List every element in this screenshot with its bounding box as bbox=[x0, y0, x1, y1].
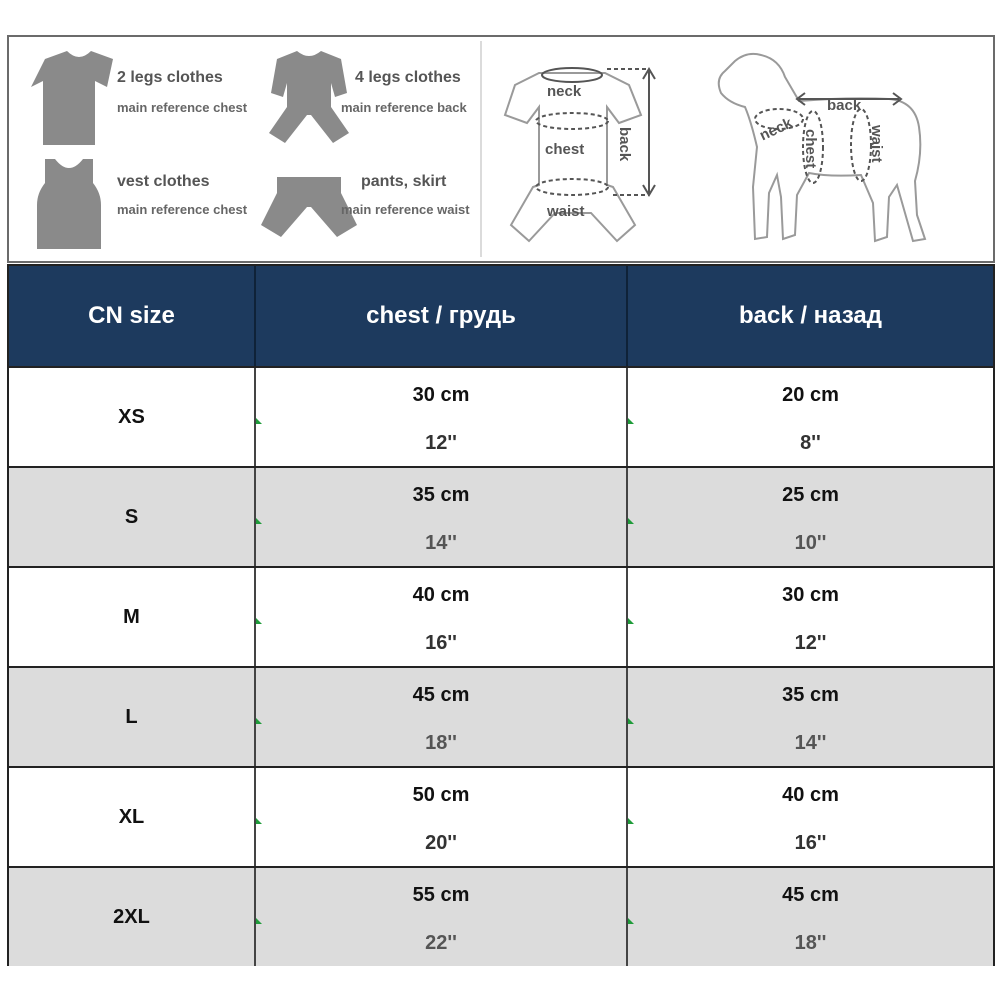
chest-inch: 20'' bbox=[425, 832, 457, 854]
back-cell bbox=[626, 768, 993, 866]
chest-inch: 22'' bbox=[425, 932, 457, 954]
chest-cell bbox=[254, 468, 626, 566]
table-row bbox=[9, 366, 993, 466]
size-cell bbox=[9, 868, 254, 966]
chest-cm: 55 cm bbox=[412, 884, 470, 906]
chest-inch: 14'' bbox=[425, 532, 457, 554]
chest-inch: 12'' bbox=[425, 432, 457, 454]
ref-sub-2-legs: main reference chest bbox=[117, 100, 248, 115]
back-inch: 14'' bbox=[794, 732, 827, 754]
chest-cell bbox=[254, 768, 626, 866]
chest-cm: 30 cm bbox=[412, 384, 470, 406]
back-inch: 10'' bbox=[794, 532, 827, 554]
back-cm: 35 cm bbox=[782, 684, 839, 706]
table-row bbox=[9, 566, 993, 666]
size-cell bbox=[9, 668, 254, 766]
four-legs-clothes-icon bbox=[269, 51, 349, 143]
back-cell bbox=[626, 668, 993, 766]
size-label: M bbox=[123, 605, 140, 628]
cell-marker-icon bbox=[628, 818, 634, 824]
back-cm: 40 cm bbox=[782, 784, 839, 806]
ref-title-pants: pants, skirt bbox=[361, 173, 447, 190]
chest-inch: 16'' bbox=[425, 632, 457, 654]
header-back: back / назад bbox=[626, 266, 993, 366]
back-cell bbox=[626, 368, 993, 466]
back-cm: 20 cm bbox=[782, 384, 839, 406]
back-cell bbox=[626, 868, 993, 966]
chest-cell bbox=[254, 868, 626, 966]
cell-marker-icon bbox=[256, 518, 262, 524]
garment-back-label: back bbox=[616, 127, 633, 162]
back-cm: 45 cm bbox=[782, 884, 839, 906]
size-label: XL bbox=[118, 805, 145, 828]
ref-title-2-legs: 2 legs clothes bbox=[117, 69, 223, 86]
chest-cm: 40 cm bbox=[412, 584, 470, 606]
header-chest: chest / грудь bbox=[254, 266, 626, 366]
size-chart-table bbox=[7, 264, 995, 966]
size-label: XS bbox=[118, 405, 145, 428]
size-label: S bbox=[124, 505, 139, 528]
garment-waist-label: waist bbox=[547, 203, 585, 220]
dog-neck-label: neck bbox=[757, 114, 796, 145]
size-cell bbox=[9, 768, 254, 866]
header-cn-size: CN size bbox=[88, 302, 175, 329]
chest-cm: 50 cm bbox=[412, 784, 470, 806]
dog-measure-diagram bbox=[719, 54, 925, 241]
vest-icon bbox=[37, 159, 101, 249]
size-label: 2XL bbox=[113, 905, 150, 928]
chest-inch: 18'' bbox=[425, 732, 457, 754]
ref-title-vest: vest clothes bbox=[117, 173, 210, 190]
cell-marker-icon bbox=[628, 718, 634, 724]
table-row bbox=[9, 666, 993, 766]
ref-sub-vest: main reference chest bbox=[117, 202, 248, 217]
chest-cell bbox=[254, 668, 626, 766]
table-row bbox=[9, 866, 993, 966]
back-cell bbox=[626, 568, 993, 666]
garment-neck-label: neck bbox=[547, 83, 582, 100]
size-cell bbox=[9, 368, 254, 466]
back-cell bbox=[626, 468, 993, 566]
table-row bbox=[9, 466, 993, 566]
back-inch: 16'' bbox=[794, 832, 827, 854]
table-row bbox=[9, 766, 993, 866]
ref-title-4-legs: 4 legs clothes bbox=[355, 69, 461, 86]
size-cell bbox=[9, 468, 254, 566]
chest-cell bbox=[254, 568, 626, 666]
back-inch: 8'' bbox=[800, 432, 821, 454]
back-inch: 18'' bbox=[794, 932, 827, 954]
ref-sub-pants: main reference waist bbox=[341, 202, 470, 217]
chest-cm: 45 cm bbox=[412, 684, 470, 706]
size-cell bbox=[9, 568, 254, 666]
dog-back-label: back bbox=[827, 97, 862, 114]
tshirt-icon bbox=[31, 51, 113, 145]
cell-marker-icon bbox=[256, 918, 262, 924]
back-inch: 12'' bbox=[794, 632, 827, 654]
back-cm: 30 cm bbox=[782, 584, 839, 606]
ref-sub-4-legs: main reference back bbox=[341, 100, 467, 115]
cell-marker-icon bbox=[628, 518, 634, 524]
cell-marker-icon bbox=[256, 618, 262, 624]
chest-cell bbox=[254, 368, 626, 466]
cell-marker-icon bbox=[256, 718, 262, 724]
size-label: L bbox=[125, 705, 138, 728]
cell-marker-icon bbox=[256, 818, 262, 824]
chest-cm: 35 cm bbox=[412, 484, 470, 506]
cell-marker-icon bbox=[628, 918, 634, 924]
cell-marker-icon bbox=[628, 618, 634, 624]
garment-chest-label: chest bbox=[545, 141, 585, 158]
size-reference-panel bbox=[7, 35, 995, 263]
cell-marker-icon bbox=[256, 418, 262, 424]
dog-chest-label: chest bbox=[802, 129, 819, 169]
cell-marker-icon bbox=[628, 418, 634, 424]
dog-waist-label: waist bbox=[868, 125, 885, 163]
back-cm: 25 cm bbox=[782, 484, 839, 506]
table-header-row bbox=[9, 266, 993, 366]
